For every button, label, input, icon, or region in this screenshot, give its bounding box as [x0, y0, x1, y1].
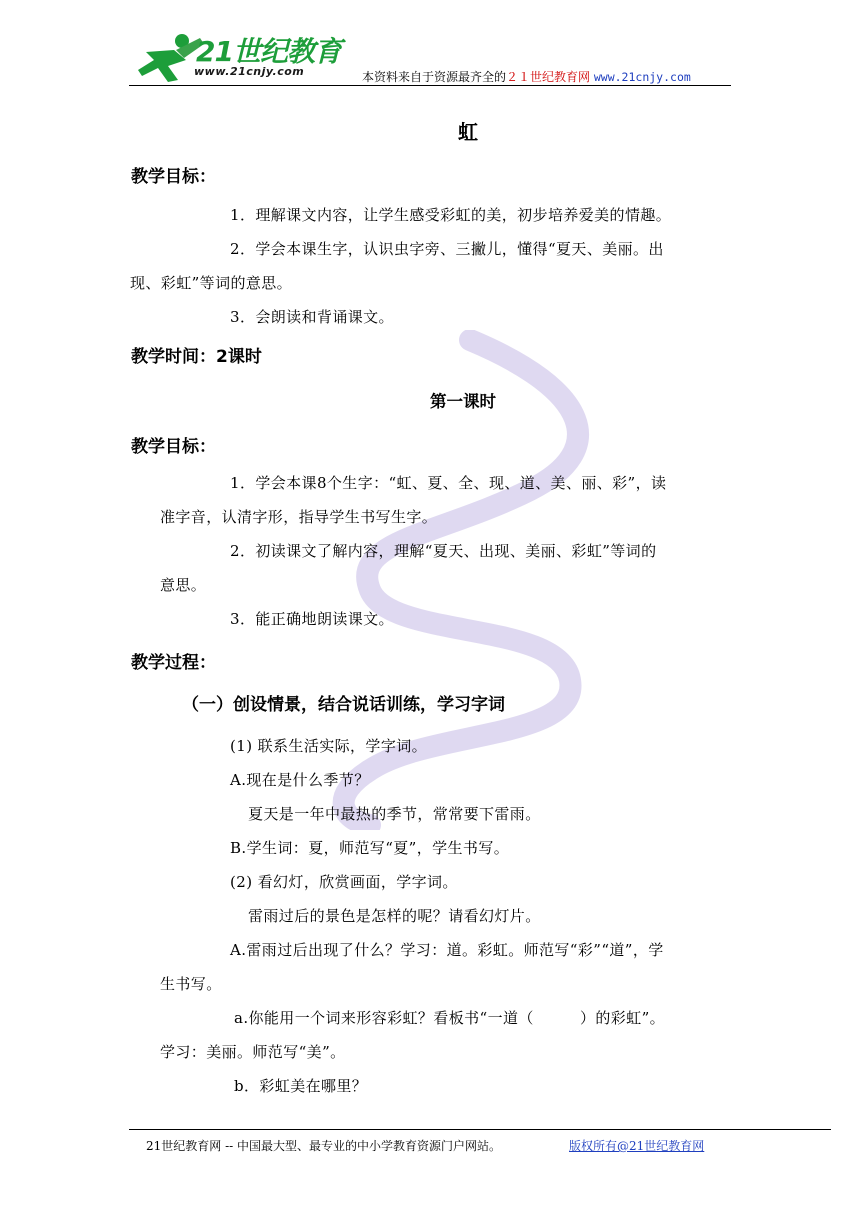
section2-heading: 教学目标：	[131, 437, 216, 457]
process-line: 生书写。	[160, 975, 222, 993]
process-heading: 教学过程：	[131, 653, 216, 673]
footer-text: 21世纪教育网 -- 中国最大型、最专业的中小学教育资源门户网站。	[146, 1139, 502, 1153]
section1-line: 3．会朗读和背诵课文。	[230, 308, 394, 326]
header-note-brand[interactable]: ２１世纪教育网	[506, 70, 591, 84]
time-heading: 教学时间：2课时	[131, 347, 262, 367]
section1-line: 2．学会本课生字，认识虫字旁、三撇儿，懂得“夏天、美丽。出	[230, 240, 664, 258]
process-subheading: （一）创设情景，结合说话训练，学习字词	[182, 695, 505, 715]
section1-body	[130, 198, 730, 334]
header-note-url[interactable]: www.21cnjy.com	[593, 70, 691, 84]
section1-heading: 教学目标：	[131, 167, 216, 187]
header-note	[362, 68, 691, 85]
process-line: a.你能用一个词来形容彩虹？看板书“一道（ ）的彩虹”。	[234, 1009, 666, 1027]
process-line: A.现在是什么季节？	[230, 771, 370, 789]
section2-line: 1．学会本课8个生字：“虹、夏、全、现、道、美、丽、彩”，读	[230, 474, 667, 492]
header-divider	[129, 85, 731, 86]
footer-divider	[129, 1129, 831, 1130]
process-line: B.学生词：夏，师范写“夏”，学生书写。	[230, 839, 510, 857]
header-note-prefix: 本资料来自于资源最齐全的	[362, 70, 507, 84]
lesson-heading: 第一课时	[430, 392, 496, 411]
process-line: A.雷雨过后出现了什么？学习：道。彩虹。师范写“彩”“道”，学	[230, 941, 664, 959]
section2-line: 准字音，认清字形，指导学生书写生字。	[160, 508, 438, 526]
section2-line: 意思。	[160, 576, 207, 594]
section1-line: 1．理解课文内容，让学生感受彩虹的美，初步培养爱美的情趣。	[230, 206, 672, 224]
process-body	[160, 729, 730, 1103]
section1-line: 现、彩虹”等词的意思。	[130, 274, 293, 292]
process-line: 夏天是一年中最热的季节，常常要下雷雨。	[248, 805, 541, 823]
process-line: 雷雨过后的景色是怎样的呢？请看幻灯片。	[248, 907, 541, 925]
process-line: b．彩虹美在哪里？	[234, 1077, 368, 1095]
section2-line: 2．初读课文了解内容，理解“夏天、出现、美丽、彩虹”等词的	[230, 542, 657, 560]
section2-line: 3．能正确地朗读课文。	[230, 610, 394, 628]
logo-title: 21世纪教育	[196, 35, 341, 68]
process-line: (2) 看幻灯，欣赏画面，学字词。	[230, 873, 458, 891]
footer-copyright-link[interactable]: 版权所有@21世纪教育网	[569, 1139, 705, 1153]
logo-url: www.21cnjy.com	[194, 65, 305, 78]
process-line: (1) 联系生活实际，学字词。	[230, 737, 428, 755]
process-line: 学习：美丽。师范写“美”。	[160, 1043, 346, 1061]
page-title: 虹	[458, 120, 478, 144]
section2-body	[160, 466, 730, 636]
